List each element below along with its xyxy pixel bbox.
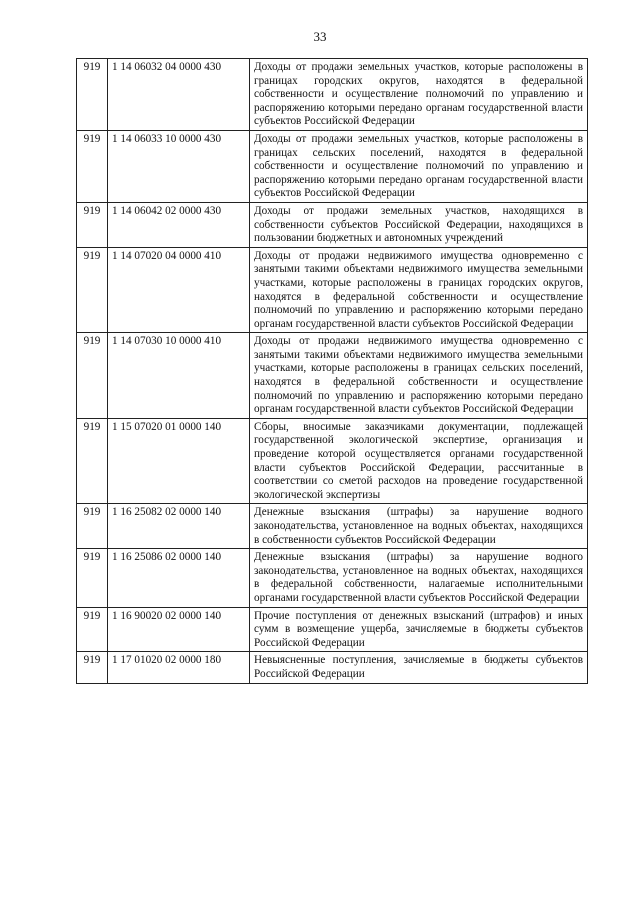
budget-code-cell: 1 14 06033 10 0000 430 <box>108 130 250 202</box>
table-row <box>77 607 588 652</box>
revenue-name-cell: Денежные взыскания (штрафы) за нарушение водного законодательства, установленное на водных объектах, находящихся в федеральной собственности, налагаемые исполнительными органами государственной власти субъектов Российской Федерации <box>250 549 588 607</box>
page-number: 33 <box>313 29 327 44</box>
revenue-name-cell: Доходы от продажи недвижимого имущества одновременно с занятыми такими объектами недвижимого имущества земельными участками, которые расположены в границах городских округов, находятся в федеральной собственности и осуществление полномочий по управлению и распоряжению которыми передано органам государственной власти субъектов Российской Федерации <box>250 247 588 333</box>
admin-code-cell: 919 <box>77 418 108 504</box>
budget-code-cell: 1 16 90020 02 0000 140 <box>108 607 250 652</box>
table-row <box>77 202 588 247</box>
table-row <box>77 333 588 419</box>
table-row <box>77 418 588 504</box>
budget-code-cell: 1 17 01020 02 0000 180 <box>108 652 250 683</box>
admin-code-cell: 919 <box>77 59 108 131</box>
budget-code-cell: 1 14 07020 04 0000 410 <box>108 247 250 333</box>
revenue-codes-table <box>76 58 588 684</box>
table-row <box>77 130 588 202</box>
table-row <box>77 652 588 683</box>
budget-code-cell: 1 16 25082 02 0000 140 <box>108 504 250 549</box>
admin-code-cell: 919 <box>77 504 108 549</box>
revenue-name-cell: Денежные взыскания (штрафы) за нарушение водного законодательства, установленное на водных объектах, находящихся в собственности субъектов Российской Федерации <box>250 504 588 549</box>
admin-code-cell: 919 <box>77 130 108 202</box>
revenue-name-cell: Прочие поступления от денежных взысканий (штрафов) и иных сумм в возмещение ущерба, зачисляемые в бюджеты субъектов Российской Федерации <box>250 607 588 652</box>
admin-code-cell: 919 <box>77 247 108 333</box>
revenue-name-cell: Доходы от продажи недвижимого имущества одновременно с занятыми такими объектами недвижимого имущества земельными участками, которые расположены в границах сельских поселений, находятся в федеральной собственности и осуществление полномочий по управлению и распоряжению которыми передано органам государственной власти субъектов Российской Федерации <box>250 333 588 419</box>
table-row <box>77 247 588 333</box>
budget-code-cell: 1 14 07030 10 0000 410 <box>108 333 250 419</box>
budget-code-cell: 1 14 06042 02 0000 430 <box>108 202 250 247</box>
admin-code-cell: 919 <box>77 549 108 607</box>
revenue-name-cell: Доходы от продажи земельных участков, которые расположены в границах городских округов, находятся в федеральной собственности и осуществление полномочий по управлению и распоряжению которыми передано органам государственной власти субъектов Российской Федерации <box>250 59 588 131</box>
admin-code-cell: 919 <box>77 333 108 419</box>
table-row <box>77 59 588 131</box>
revenue-name-cell: Доходы от продажи земельных участков, которые расположены в границах сельских поселений, находятся в федеральной собственности и осуществление полномочий по управлению и распоряжению которыми передано органам государственной власти субъектов Российской Федерации <box>250 130 588 202</box>
admin-code-cell: 919 <box>77 607 108 652</box>
revenue-name-cell: Сборы, вносимые заказчиками документации, подлежащей государственной экологической экспертизе, организация и проведение которой осуществляется органами государственной власти субъектов Российской Федерации, рассчитанные в соответствии со сметой расходов на проведение государственной экологической экспертизы <box>250 418 588 504</box>
table-row <box>77 504 588 549</box>
budget-code-cell: 1 14 06032 04 0000 430 <box>108 59 250 131</box>
admin-code-cell: 919 <box>77 202 108 247</box>
admin-code-cell: 919 <box>77 652 108 683</box>
revenue-name-cell: Невыясненные поступления, зачисляемые в бюджеты субъектов Российской Федерации <box>250 652 588 683</box>
table-row <box>77 549 588 607</box>
budget-code-cell: 1 15 07020 01 0000 140 <box>108 418 250 504</box>
budget-code-cell: 1 16 25086 02 0000 140 <box>108 549 250 607</box>
revenue-name-cell: Доходы от продажи земельных участков, находящихся в собственности субъектов Российской Федерации, находящихся в пользовании бюджетных и автономных учреждений <box>250 202 588 247</box>
